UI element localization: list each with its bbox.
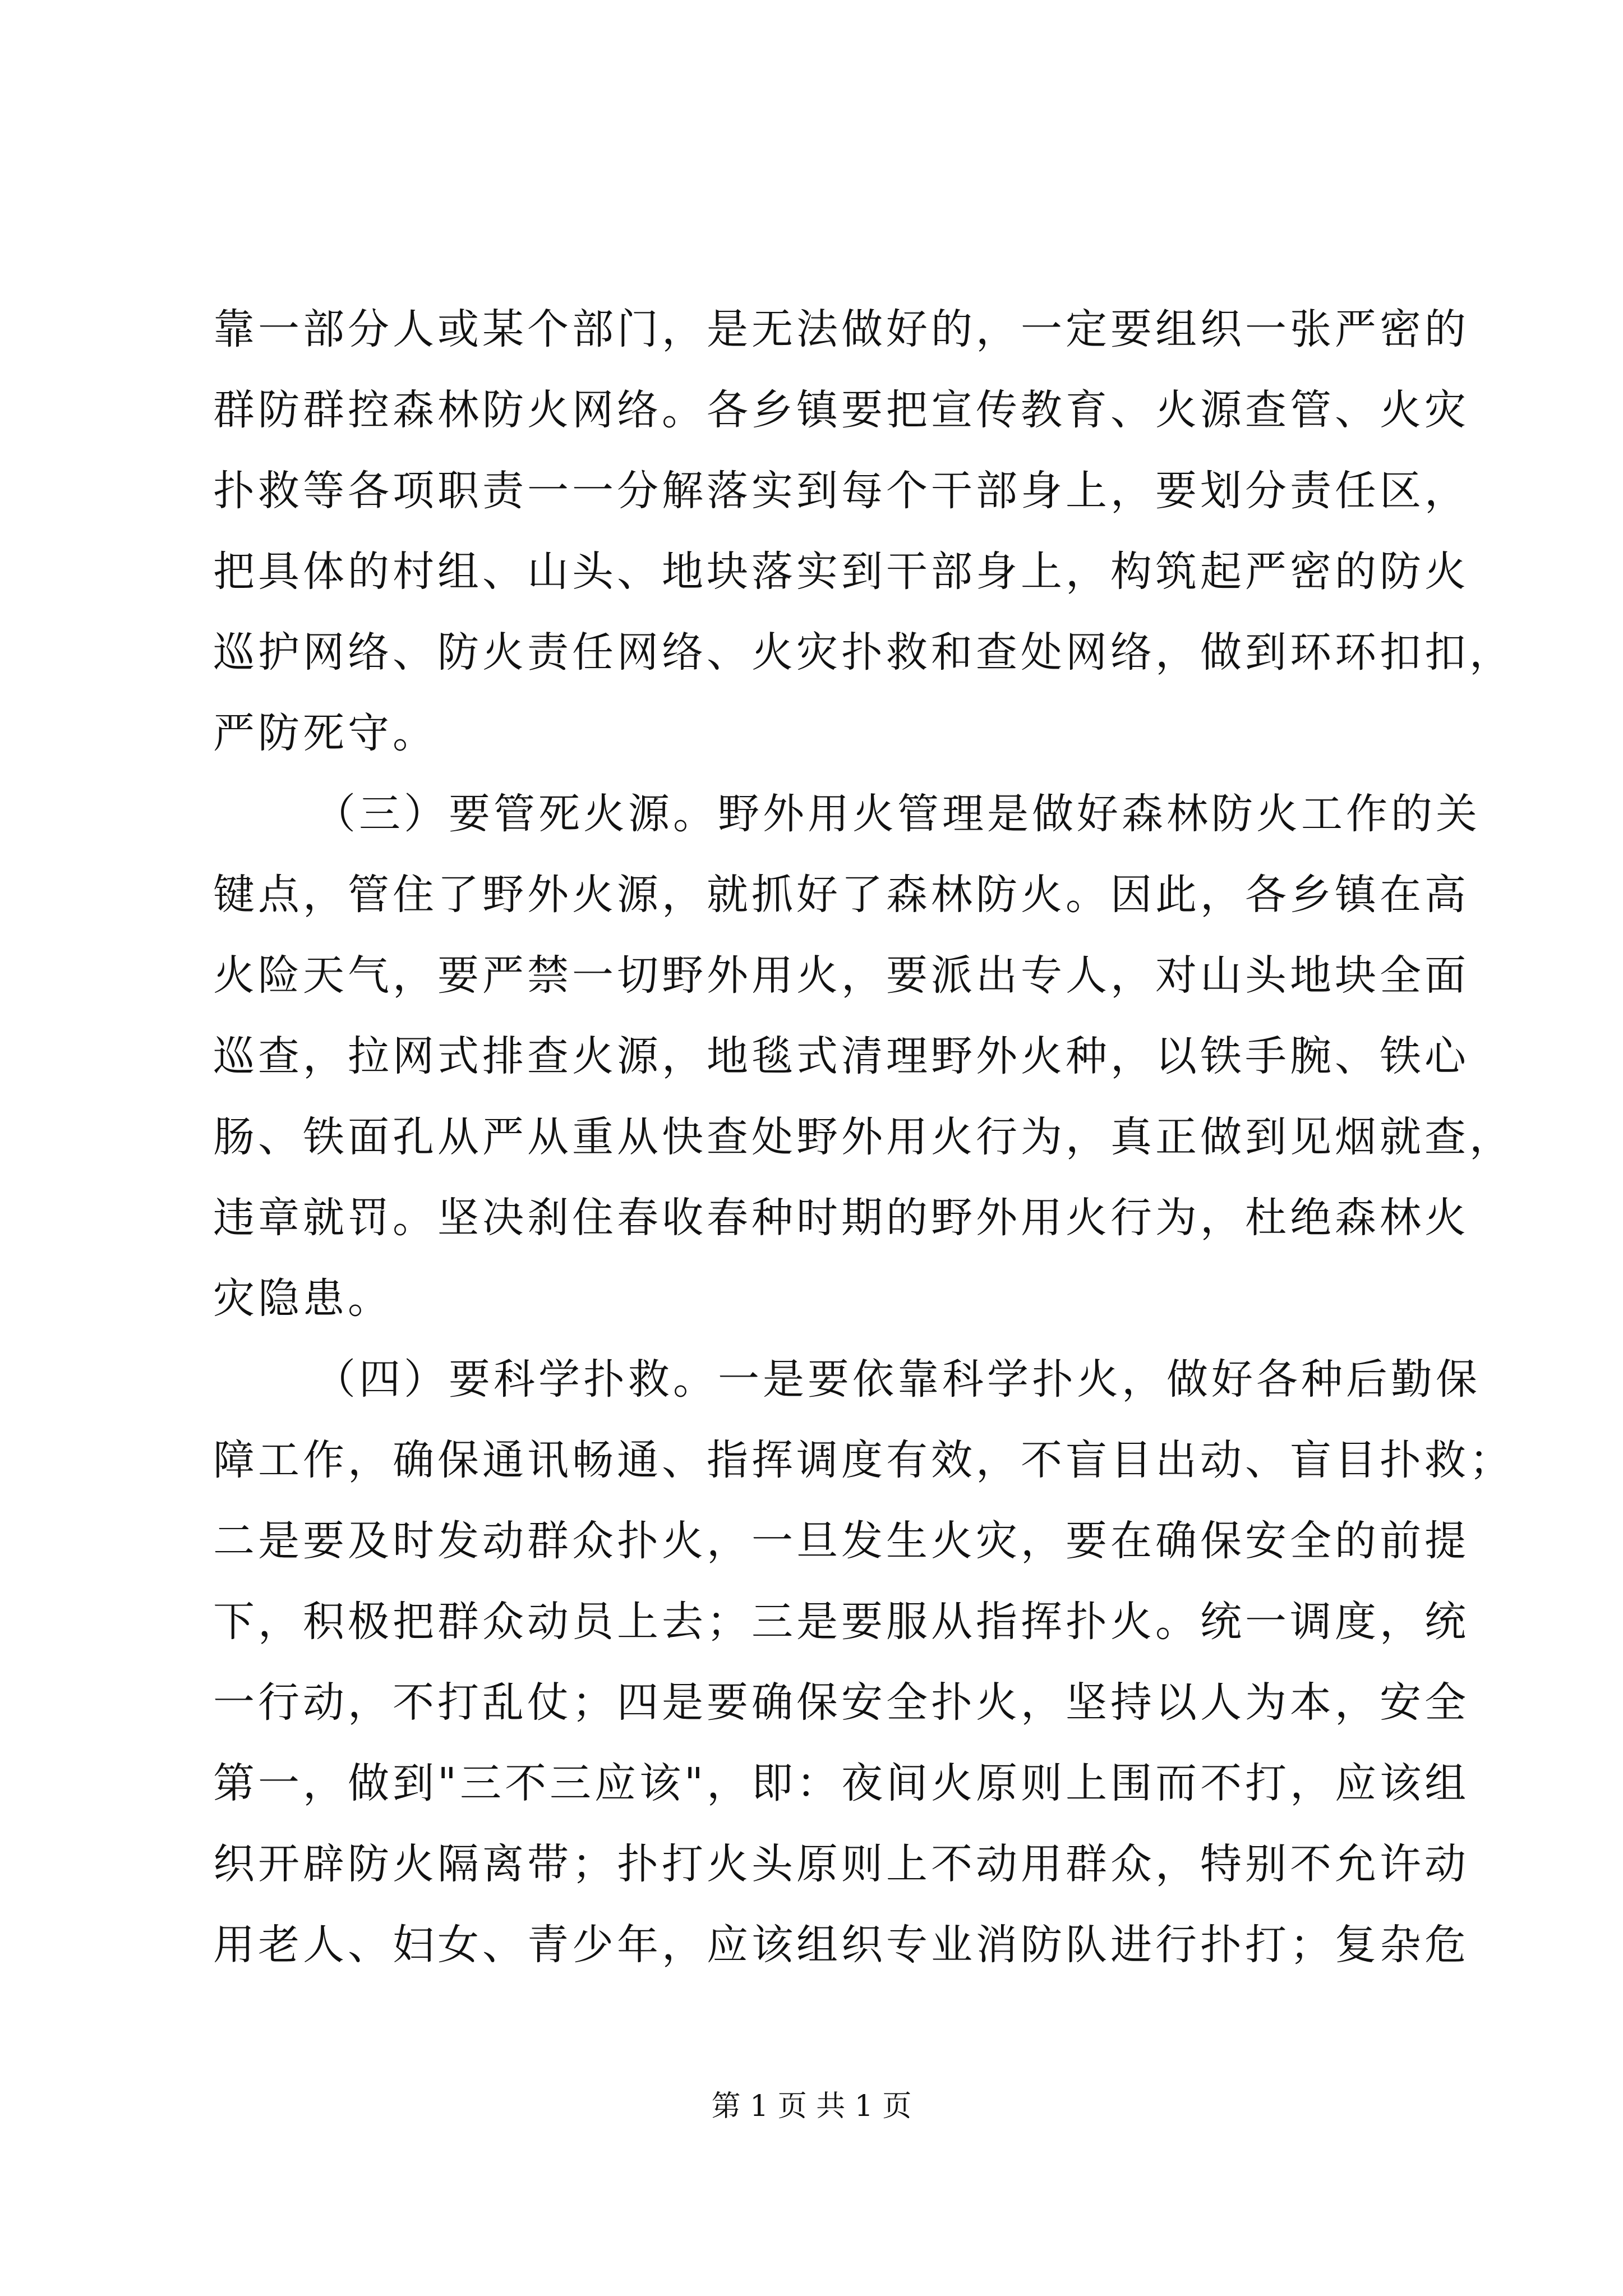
text-line: 靠一部分人或某个部门，是无法做好的，一定要组织一张严密的 (213, 305, 1469, 353)
section-heading-line: （三）要管死火源。野外用火管理是做好森林防火工作的关 (314, 790, 1481, 838)
text-line: 肠、铁面孔从严从重从快查处野外用火行为，真正做到见烟就查， (213, 1113, 1514, 1161)
text-line: 巡查，拉网式排查火源，地毯式清理野外火种，以铁手腕、铁心 (213, 1032, 1469, 1080)
text-line: 第一，做到"三不三应该"，即：夜间火原则上围而不打，应该组 (213, 1759, 1470, 1807)
text-line: 群防群控森林防火网络。各乡镇要把宣传教育、火源查管、火灾 (213, 386, 1469, 434)
text-line: 巡护网络、防火责任网络、火灾扑救和查处网络，做到环环扣扣， (213, 628, 1514, 677)
text-line: 扑救等各项职责一一分解落实到每个干部身上，要划分责任区， (213, 467, 1469, 515)
text-line: 火险天气，要严禁一切野外用火，要派出专人，对山头地块全面 (213, 951, 1469, 1000)
page-footer: 第 1 页 共 1 页 (711, 2090, 912, 2123)
text-line: 键点，管住了野外火源，就抓好了森林防火。因此，各乡镇在高 (213, 871, 1469, 919)
section-heading-line: （四）要科学扑救。一是要依靠科学扑火，做好各种后勤保 (314, 1355, 1481, 1404)
text-line: 一行动，不打乱仗；四是要确保安全扑火，坚持以人为本，安全 (213, 1678, 1469, 1727)
text-line: 把具体的村组、山头、地块落实到干部身上，构筑起严密的防火 (213, 547, 1469, 596)
text-line: 下，积极把群众动员上去；三是要服从指挥扑火。统一调度，统 (213, 1598, 1469, 1646)
text-line: 二是要及时发动群众扑火，一旦发生火灾，要在确保安全的前提 (213, 1517, 1469, 1565)
text-line: 违章就罚。坚决刹住春收春种时期的野外用火行为，杜绝森林火 (213, 1194, 1469, 1242)
body-text (213, 289, 1514, 1985)
text-line: 障工作，确保通讯畅通、指挥调度有效，不盲目出动、盲目扑救； (213, 1436, 1514, 1484)
text-line: 严防死守。 (213, 709, 437, 757)
text-line: 织开辟防火隔离带；扑打火头原则上不动用群众，特别不允许动 (213, 1840, 1469, 1888)
text-line: 用老人、妇女、青少年，应该组织专业消防队进行扑打；复杂危 (213, 1921, 1469, 1969)
text-line: 灾隐患。 (213, 1274, 393, 1323)
